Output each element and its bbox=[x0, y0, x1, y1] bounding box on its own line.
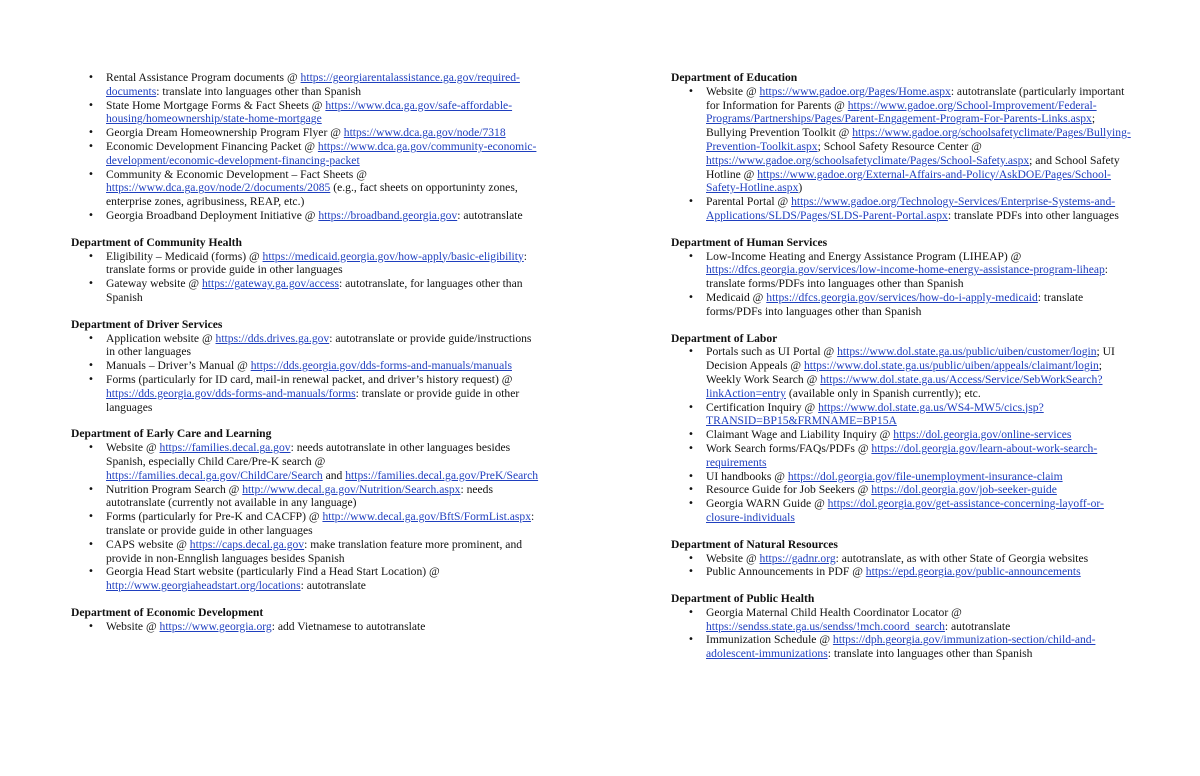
url-link[interactable]: https://www.gadoe.org/Technology-Services/Enterprise-Systems-and-Applications/SLDS/Pages/SLDS-Parent-Portal.aspx bbox=[706, 195, 1116, 222]
url-link[interactable]: https://dfcs.georgia.gov/services/how-do-i-apply-medicaid bbox=[766, 290, 1038, 304]
item-text: Georgia Head Start website (particularly Find a Head Start Location) @ bbox=[106, 565, 440, 579]
item-text: Manuals – Driver’s Manual @ bbox=[106, 359, 251, 373]
url-link[interactable]: https://broadband.georgia.gov bbox=[318, 208, 458, 222]
list-item bbox=[706, 401, 1133, 429]
item-text: Certification Inquiry @ bbox=[706, 400, 819, 414]
section-heading: Department of Community Health bbox=[71, 235, 242, 249]
url-link[interactable]: https://www.dca.ga.gov/node/2/documents/2085 bbox=[106, 181, 331, 195]
bullet-list bbox=[71, 620, 541, 634]
item-text: Medicaid @ bbox=[706, 290, 767, 304]
bullet-list bbox=[71, 332, 541, 415]
bullet-list bbox=[671, 85, 1133, 223]
right-column bbox=[671, 71, 1133, 674]
url-link[interactable]: https://dds.drives.ga.gov bbox=[215, 331, 330, 345]
item-text: Nutrition Program Search @ bbox=[106, 482, 243, 496]
list-item bbox=[106, 620, 541, 634]
item-text: Claimant Wage and Liability Inquiry @ bbox=[706, 428, 894, 442]
item-text: : translate or provide guide in other languages bbox=[106, 510, 535, 537]
list-item bbox=[106, 373, 541, 414]
item-text: : translate forms or provide guide in other languages bbox=[106, 249, 528, 277]
url-link[interactable]: https://dfcs.georgia.gov/services/low-income-home-energy-assistance-program-liheap bbox=[706, 263, 1105, 277]
section-department-of-public-health bbox=[671, 592, 1133, 661]
item-text: Public Announcements in PDF @ bbox=[706, 565, 866, 579]
item-text: Parental Portal @ bbox=[706, 195, 792, 209]
item-text: Resource Guide for Job Seekers @ bbox=[706, 483, 872, 497]
section-heading: Department of Economic Development bbox=[71, 605, 264, 619]
item-text: Community & Economic Development – Fact Sheets @ bbox=[106, 167, 367, 181]
section-continued bbox=[71, 71, 541, 223]
url-link[interactable]: https://www.dol.state.ga.us/Access/Service/SebWorkSearch?linkAction=entry bbox=[706, 372, 1103, 400]
item-text: (available only in Spanish currently); etc. bbox=[785, 386, 981, 400]
url-link[interactable]: https://caps.decal.ga.gov bbox=[189, 537, 305, 551]
section-department-of-education bbox=[671, 71, 1133, 223]
url-link[interactable]: https://families.decal.ga.gov/ChildCare/Search bbox=[106, 468, 323, 482]
url-link[interactable]: https://epd.georgia.gov/public-announcements bbox=[865, 565, 1081, 579]
url-link[interactable]: https://medicaid.georgia.gov/how-apply/basic-eligibility bbox=[262, 249, 524, 263]
item-text: : autotranslate (particularly important for Information for Parents @ bbox=[706, 84, 1125, 112]
item-text: : autotranslate bbox=[457, 208, 523, 222]
list-item bbox=[106, 209, 541, 223]
url-link[interactable]: https://dol.georgia.gov/job-seeker-guide bbox=[871, 483, 1057, 497]
item-text: Website @ bbox=[106, 441, 160, 455]
list-item bbox=[106, 168, 541, 209]
item-text: : translate into languages other than Spanish bbox=[156, 84, 362, 98]
item-text: Georgia Broadband Deployment Initiative @ bbox=[106, 208, 319, 222]
section-heading: Department of Early Care and Learning bbox=[71, 427, 272, 441]
list-item bbox=[106, 126, 541, 140]
item-text: : autotranslate bbox=[300, 579, 366, 593]
list-item bbox=[706, 85, 1133, 195]
list-item bbox=[106, 71, 541, 99]
url-link[interactable]: https://dol.georgia.gov/file-unemployment-insurance-claim bbox=[787, 469, 1063, 483]
url-link[interactable]: https://dph.georgia.gov/immunization-section/child-and-adolescent-immunizations bbox=[706, 633, 1096, 661]
left-column bbox=[71, 71, 541, 646]
item-text: : needs autotranslate in other languages besides Spanish, especially Child Care/Pre-K search @ bbox=[106, 441, 511, 468]
section-department-of-natural-resources bbox=[671, 538, 1133, 579]
list-item bbox=[706, 497, 1133, 525]
item-text: : autotranslate, for languages other than Spanish bbox=[106, 277, 523, 304]
url-link[interactable]: https://sendss.state.ga.us/sendss/!mch.coord_search bbox=[706, 619, 945, 633]
section-department-of-human-services bbox=[671, 236, 1133, 319]
item-text: Gateway website @ bbox=[106, 277, 202, 291]
list-item bbox=[106, 140, 541, 168]
url-link[interactable]: http://www.decal.ga.gov/Nutrition/Search.aspx bbox=[242, 482, 461, 496]
item-text: : autotranslate bbox=[944, 619, 1011, 633]
section-heading: Department of Natural Resources bbox=[671, 537, 838, 551]
list-item bbox=[106, 359, 541, 373]
item-text: Immunization Schedule @ bbox=[706, 633, 833, 647]
url-link[interactable]: https://www.gadoe.org/schoolsafetyclimate/Pages/School-Safety.aspx bbox=[706, 153, 1030, 167]
url-link[interactable]: https://www.dol.state.ga.us/WS4-MW5/cics.jsp?TRANSID=BP15&FRMNAME=BP15A bbox=[706, 400, 1044, 428]
url-link[interactable]: https://www.gadoe.org/School-Improvement/Federal-Programs/Partnerships/Pages/Parent-Engagement-Program-For-Parents-Links.aspx bbox=[706, 98, 1097, 126]
section-heading: Department of Public Health bbox=[671, 592, 815, 606]
item-text: : needs autotranslate (currently not available in any language) bbox=[106, 482, 493, 510]
item-text: State Home Mortgage Forms & Fact Sheets @ bbox=[106, 98, 326, 112]
item-text: Rental Assistance Program documents @ bbox=[106, 71, 301, 84]
bullet-list bbox=[671, 345, 1133, 524]
section-department-of-early-care-and-learning bbox=[71, 427, 541, 593]
bullet-list bbox=[71, 441, 541, 593]
list-item bbox=[706, 483, 1133, 497]
item-text: : translate into languages other than Spanish bbox=[827, 647, 1033, 661]
url-link[interactable]: https://www.dca.ga.gov/node/7318 bbox=[343, 126, 506, 140]
url-link[interactable]: https://dol.georgia.gov/online-services bbox=[893, 428, 1072, 442]
url-link[interactable]: https://gadnr.org bbox=[759, 551, 836, 565]
item-text: : translate forms/PDFs into languages other than Spanish bbox=[706, 263, 1109, 291]
url-link[interactable]: https://www.gadoe.org/External-Affairs-and-Policy/AskDOE/Pages/School-Safety-Hotline.aspx bbox=[706, 167, 1111, 195]
list-item bbox=[706, 552, 1133, 566]
list-item bbox=[106, 483, 541, 511]
section-department-of-labor bbox=[671, 332, 1133, 525]
bullet-list bbox=[671, 552, 1133, 580]
list-item bbox=[106, 538, 541, 566]
item-text: Portals such as UI Portal @ bbox=[706, 345, 838, 359]
url-link[interactable]: https://georgiarentalassistance.ga.gov/required-documents bbox=[106, 71, 520, 98]
url-link[interactable]: https://www.dca.ga.gov/community-economic-development/economic-development-financing-packet bbox=[106, 139, 537, 167]
item-text: (e.g., fact sheets on opportuninty zones, enterprise zones, agribusiness, REAP, etc.) bbox=[106, 181, 518, 209]
item-text: ) bbox=[798, 181, 803, 195]
item-text: Website @ bbox=[106, 619, 160, 633]
item-text: Work Search forms/FAQs/PDFs @ bbox=[706, 441, 872, 455]
list-item bbox=[706, 442, 1133, 470]
list-item bbox=[706, 250, 1133, 291]
list-item bbox=[706, 291, 1133, 319]
bullet-list bbox=[71, 71, 541, 223]
item-text: : translate PDFs into other languages bbox=[947, 208, 1119, 222]
list-item bbox=[106, 250, 541, 278]
section-department-of-community-health bbox=[71, 236, 541, 305]
item-text: : translate forms/PDFs into languages other than Spanish bbox=[706, 290, 1084, 318]
url-link[interactable]: http://www.georgiaheadstart.org/locations bbox=[106, 579, 301, 593]
item-text: UI handbooks @ bbox=[706, 469, 788, 483]
item-text: : add Vietnamese to autotranslate bbox=[271, 619, 426, 633]
list-item bbox=[106, 99, 541, 127]
url-link[interactable]: http://www.decal.ga.gov/BftS/FormList.aspx bbox=[322, 510, 532, 524]
item-text: CAPS website @ bbox=[106, 537, 190, 551]
item-text: Forms (particularly for ID card, mail-in renewal packet, and driver’s history request) @ bbox=[106, 372, 513, 386]
item-text: : translate or provide guide in other languages bbox=[106, 386, 520, 414]
list-item bbox=[706, 428, 1133, 442]
item-text: ; and School Safety Hotline @ bbox=[706, 153, 1120, 181]
list-item bbox=[706, 633, 1133, 661]
list-item bbox=[706, 565, 1133, 579]
item-text: Georgia Maternal Child Health Coordinator Locator @ bbox=[706, 605, 962, 619]
url-link[interactable]: https://gateway.ga.gov/access bbox=[202, 277, 340, 291]
item-text: Georgia WARN Guide @ bbox=[706, 497, 828, 511]
url-link[interactable]: https://dol.georgia.gov/learn-about-work-search-requirements bbox=[706, 441, 1098, 469]
section-heading: Department of Human Services bbox=[671, 235, 828, 249]
item-text: Eligibility – Medicaid (forms) @ bbox=[106, 249, 263, 263]
item-text: Website @ bbox=[706, 551, 760, 565]
url-link[interactable]: https://www.dol.state.ga.us/public/uiben/customer/login bbox=[837, 345, 1097, 359]
item-text: and bbox=[322, 468, 346, 482]
item-text: ; Bullying Prevention Toolkit @ bbox=[706, 112, 1096, 140]
list-item bbox=[106, 441, 541, 482]
url-link[interactable]: https://www.dol.state.ga.us/public/uiben/appeals/claimant/login bbox=[803, 359, 1099, 373]
list-item bbox=[706, 345, 1133, 400]
list-item bbox=[106, 332, 541, 360]
item-text: ; Weekly Work Search @ bbox=[706, 359, 1103, 386]
item-text: : autotranslate or provide guide/instructions in other languages bbox=[106, 331, 532, 359]
bullet-list bbox=[71, 250, 541, 305]
item-text: Forms (particularly for Pre-K and CACFP) @ bbox=[106, 510, 323, 524]
url-link[interactable]: https://dds.georgia.gov/dds-forms-and-manuals/forms bbox=[106, 386, 356, 400]
list-item bbox=[706, 195, 1133, 223]
item-text: Low-Income Heating and Energy Assistance Program (LIHEAP) @ bbox=[706, 249, 1022, 263]
item-text: Georgia Dream Homeownership Program Flyer @ bbox=[106, 126, 344, 140]
url-link[interactable]: https://families.decal.ga.gov bbox=[159, 441, 291, 455]
item-text: : make translation feature more prominent, and provide in non-Ennglish languages besides Spanish bbox=[106, 537, 523, 565]
url-link[interactable]: https://www.gadoe.org/Pages/Home.aspx bbox=[759, 84, 951, 98]
list-item bbox=[106, 277, 541, 305]
item-text: Website @ bbox=[706, 84, 760, 98]
section-heading: Department of Labor bbox=[671, 331, 778, 345]
list-item bbox=[706, 470, 1133, 484]
item-text: ; School Safety Resource Center @ bbox=[817, 139, 982, 153]
list-item bbox=[106, 510, 541, 538]
url-link[interactable]: https://dds.georgia.gov/dds-forms-and-manuals/manuals bbox=[250, 359, 512, 373]
section-department-of-economic-development bbox=[71, 606, 541, 634]
url-link[interactable]: https://www.georgia.org bbox=[159, 619, 272, 633]
url-link[interactable]: https://families.decal.ga.gov/PreK/Search bbox=[345, 468, 539, 482]
url-link[interactable]: https://dol.georgia.gov/get-assistance-concerning-layoff-or-closure-individuals bbox=[706, 497, 1104, 524]
bullet-list bbox=[671, 250, 1133, 319]
url-link[interactable]: https://www.dca.ga.gov/safe-affordable-housing/homeownership/state-home-mortgage bbox=[106, 98, 513, 126]
item-text: ; UI Decision Appeals @ bbox=[706, 345, 1115, 373]
item-text: : autotranslate, as with other State of Georgia websites bbox=[835, 551, 1089, 565]
list-item bbox=[106, 565, 541, 593]
section-department-of-driver-services bbox=[71, 318, 541, 415]
url-link[interactable]: https://www.gadoe.org/schoolsafetyclimate/Pages/Bullying-Prevention-Toolkit.aspx bbox=[706, 126, 1131, 153]
item-text: Application website @ bbox=[106, 331, 216, 345]
item-text: Economic Development Financing Packet @ bbox=[106, 139, 318, 153]
section-heading: Department of Education bbox=[671, 71, 798, 84]
bullet-list bbox=[671, 606, 1133, 661]
list-item bbox=[706, 606, 1133, 634]
section-heading: Department of Driver Services bbox=[71, 317, 223, 331]
